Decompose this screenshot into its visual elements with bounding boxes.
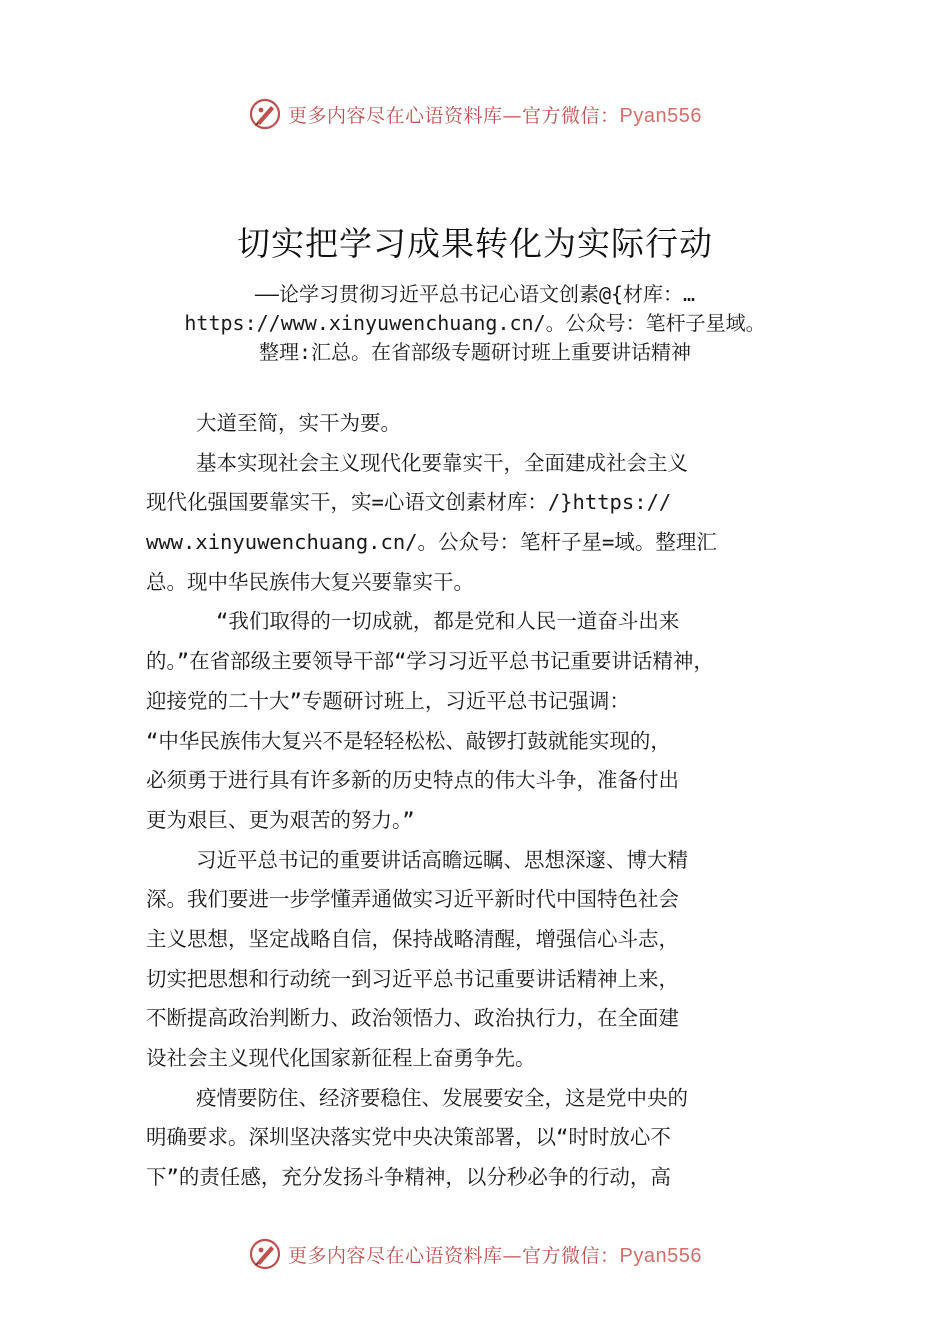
body-line: 的。”在省部级主要领导干部“学习习近平总书记重要讲话精神， xyxy=(146,649,714,674)
body-line: 更为艰巨、更为艰苦的努力。” xyxy=(146,807,415,832)
banner-text: 更多内容尽在心语资料库—官方微信：Pyan556 xyxy=(288,104,702,127)
body-line: 主义思想，坚定战略自信，保持战略清醒，增强信心斗志， xyxy=(146,926,679,951)
body-line: 深。我们要进一步学懂弄通做实习近平新时代中国特色社会 xyxy=(146,887,679,912)
body-line: 必须勇于进行具有许多新的历史特点的伟大斗争，准备付出 xyxy=(146,768,679,793)
body-line: 大道至简，实干为要。 xyxy=(196,411,401,435)
subtitle-line: 整理:汇总。在省部级专题研讨班上重要讲话精神 xyxy=(258,340,692,364)
wechat-id: Pyan556 xyxy=(619,1244,702,1267)
wechat-id: Pyan556 xyxy=(619,104,702,127)
header-banner xyxy=(0,94,950,134)
body-line: 迎接党的二十大”专题研讨班上，习近平总书记强调： xyxy=(146,688,630,713)
body-line: 不断提高政治判断力、政治领悟力、政治执行力，在全面建 xyxy=(146,1006,679,1031)
document-subtitle xyxy=(100,280,850,367)
subtitle-line: https://www.xinyuwenchuang.cn/。公众号：笔杆子星域。 xyxy=(184,311,766,335)
document-body xyxy=(146,404,836,1198)
pen-logo-icon xyxy=(248,1237,282,1271)
body-line: 基本实现社会主义现代化要靠实干，全面建成社会主义 xyxy=(196,450,688,475)
document-title: 切实把学习成果转化为实际行动 xyxy=(237,224,713,263)
body-line: 总。现中华民族伟大复兴要靠实干。 xyxy=(146,569,474,594)
body-line: 切实把思想和行动统一到习近平总书记重要讲话精神上来， xyxy=(146,966,679,991)
pen-logo-icon xyxy=(248,97,282,131)
body-line: 疫情要防住、经济要稳住、发展要安全，这是党中央的 xyxy=(196,1085,688,1110)
body-line: “中华民族伟大复兴不是轻轻松松、敲锣打鼓就能实现的， xyxy=(146,728,671,753)
body-line: “我们取得的一切成就，都是党和人民一道奋斗出来 xyxy=(216,609,680,634)
body-line: 习近平总书记的重要讲话高瞻远瞩、思想深邃、博大精 xyxy=(196,847,688,872)
body-line: 明确要求。深圳坚决落实党中央决策部署，以“时时放心不 xyxy=(146,1125,671,1150)
body-line: www.xinyuwenchuang.cn/。公众号：笔杆子星=域。整理汇 xyxy=(146,530,717,555)
banner-text: 更多内容尽在心语资料库—官方微信：Pyan556 xyxy=(288,1244,702,1267)
body-line: 设社会主义现代化国家新征程上奋勇争先。 xyxy=(146,1046,536,1070)
footer-banner xyxy=(0,1234,950,1274)
subtitle-line: ——论学习贯彻习近平总书记心语文创素@{材库：… xyxy=(254,282,696,306)
body-line: 下”的责任感，充分发扬斗争精神，以分秒必争的行动，高 xyxy=(146,1165,671,1190)
body-line: 现代化强国要靠实干，实=心语文创素材库：/}https:// xyxy=(146,490,672,515)
